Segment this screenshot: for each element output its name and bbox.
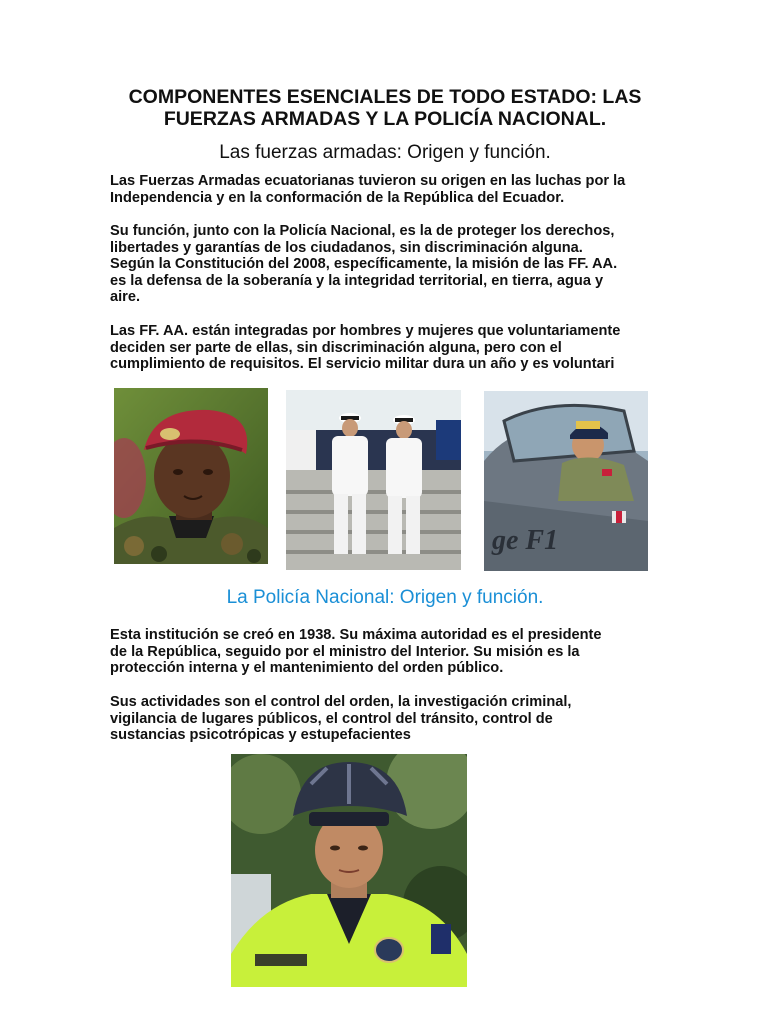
paragraph-line: sustancias psicotrópicas y estupefacientes bbox=[110, 727, 411, 744]
paragraph-line: Según la Constitución del 2008, específicamente, la misión de las FF. AA. bbox=[110, 256, 618, 273]
paragraph-police-origin bbox=[110, 627, 670, 677]
paragraph-police-activities bbox=[110, 694, 670, 744]
page-title bbox=[90, 86, 680, 130]
paragraph-line: protección interna y el mantenimiento del orden público. bbox=[110, 660, 504, 677]
paragraph-origin bbox=[110, 173, 670, 206]
paragraph-line: cumplimiento de requisitos. El servicio militar dura un año y es voluntari bbox=[110, 356, 615, 373]
photo-naval-officers bbox=[286, 390, 461, 570]
title-line-2: FUERZAS ARMADAS Y LA POLICÍA NACIONAL. bbox=[163, 108, 607, 130]
paragraph-line: Las FF. AA. están integradas por hombres y mujeres que voluntariamente bbox=[110, 323, 621, 339]
paragraph-line: Sus actividades son el control del orden, la investigación criminal, bbox=[110, 694, 572, 710]
paragraph-line: Las Fuerzas Armadas ecuatorianas tuvieron su origen en las luchas por la bbox=[110, 173, 626, 189]
photo-jet-pilot bbox=[484, 391, 648, 571]
paragraph-line: es la defensa de la soberanía y la integridad territorial, en tierra, agua y bbox=[110, 272, 604, 289]
title-line-1: COMPONENTES ESENCIALES DE TODO ESTADO: LAS bbox=[128, 86, 642, 108]
paragraph-function bbox=[110, 223, 670, 306]
section-heading-police: La Policía Nacional: Origen y función. bbox=[226, 587, 544, 608]
paragraph-line: deciden ser parte de ellas, sin discriminación alguna, pero con el bbox=[110, 339, 562, 356]
paragraph-line: vigilancia de lugares públicos, el control del tránsito, control de bbox=[110, 710, 553, 727]
paragraph-line: de la República, seguido por el ministro del Interior. Su misión es la bbox=[110, 643, 580, 660]
paragraph-line: aire. bbox=[110, 289, 141, 306]
paragraph-line: Su función, junto con la Policía Nacional, es la de proteger los derechos, bbox=[110, 223, 615, 239]
section-subtitle-armed-forces: Las fuerzas armadas: Origen y función. bbox=[219, 142, 551, 163]
paragraph-line: libertades y garantías de los ciudadanos, sin discriminación alguna. bbox=[110, 239, 583, 256]
photo-soldier-red-beret bbox=[114, 388, 268, 564]
paragraph-line: Independencia y en la conformación de la República del Ecuador. bbox=[110, 189, 565, 206]
photo-police-officer bbox=[231, 754, 467, 987]
paragraph-line: Esta institución se creó en 1938. Su máxima autoridad es el presidente bbox=[110, 627, 602, 643]
paragraph-composition bbox=[110, 323, 670, 373]
jet-fuselage-text: ge F1 bbox=[492, 525, 559, 556]
